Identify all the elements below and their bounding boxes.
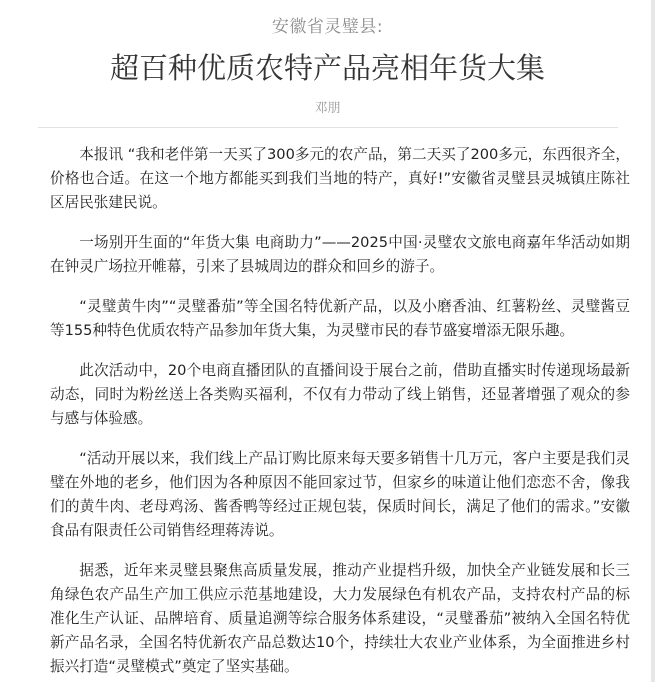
article-title: 超百种优质农特产品亮相年货大集 xyxy=(109,51,545,85)
article-author: 邓朋 xyxy=(314,101,341,116)
paragraph: “灵璧黄牛肉”“灵璧番茄”等全国名特优新产品，以及小磨香油、红薯粉丝、灵璧酱豆等155种特色优质农特产品参加年货大集，为灵璧市民的春节盛宴增添无限乐趣。 xyxy=(50,298,630,339)
scrollbar-track[interactable] xyxy=(651,0,655,682)
header-divider xyxy=(38,127,618,128)
paragraph: 据悉，近年来灵璧县聚焦高质量发展，推动产业提档升级，加快全产业链发展和长三角绿色农产品生产加工供应示范基地建设，大力发展绿色有机农产品，支持农村产品的标准化生产认证、品牌培育、质量追溯等综合服务体系建设，“灵璧番茄”被纳入全国名特优新产品名录，全国名特优新农产品总数达10个，持续壮大农业产业体系，为全面推进乡村振兴打造“灵璧模式”奠定了坚实基础。 xyxy=(50,562,630,675)
paragraph: 一场别开生面的“年货大集 电商助力”——2025中国·灵璧农文旅电商嘉年华活动如期在钟灵广场拉开帷幕，引来了县城周边的群众和回乡的游子。 xyxy=(50,234,630,275)
article-kicker: 安徽省灵璧县: xyxy=(271,17,384,37)
article-body xyxy=(50,143,630,695)
paragraph: 此次活动中，20个电商直播团队的直播间设于展台之前，借助直播实时传递现场最新动态，同时为粉丝送上各类购买福利，不仅有力带动了线上销售，还显著增强了观众的参与感与体验感。 xyxy=(50,362,630,427)
paragraph: 本报讯 “我和老伴第一天买了300多元的农产品，第二天买了200多元，东西很齐全，价格也合适。在这一个地方都能买到我们当地的特产，真好!”安徽省灵璧县灵城镇庄陈社区居民张建民说。 xyxy=(50,146,630,211)
paragraph: “活动开展以来，我们线上产品订购比原来每天要多销售十几万元，客户主要是我们灵璧在外地的老乡，他们因为各种原因不能回家过节，但家乡的味道让他们恋恋不舍，像我们的黄牛肉、老母鸡汤、酱香鸭等经过正规包装，保质时间长，满足了他们的需求。”安徽食品有限责任公司销售经理蒋涛说。 xyxy=(50,450,630,539)
